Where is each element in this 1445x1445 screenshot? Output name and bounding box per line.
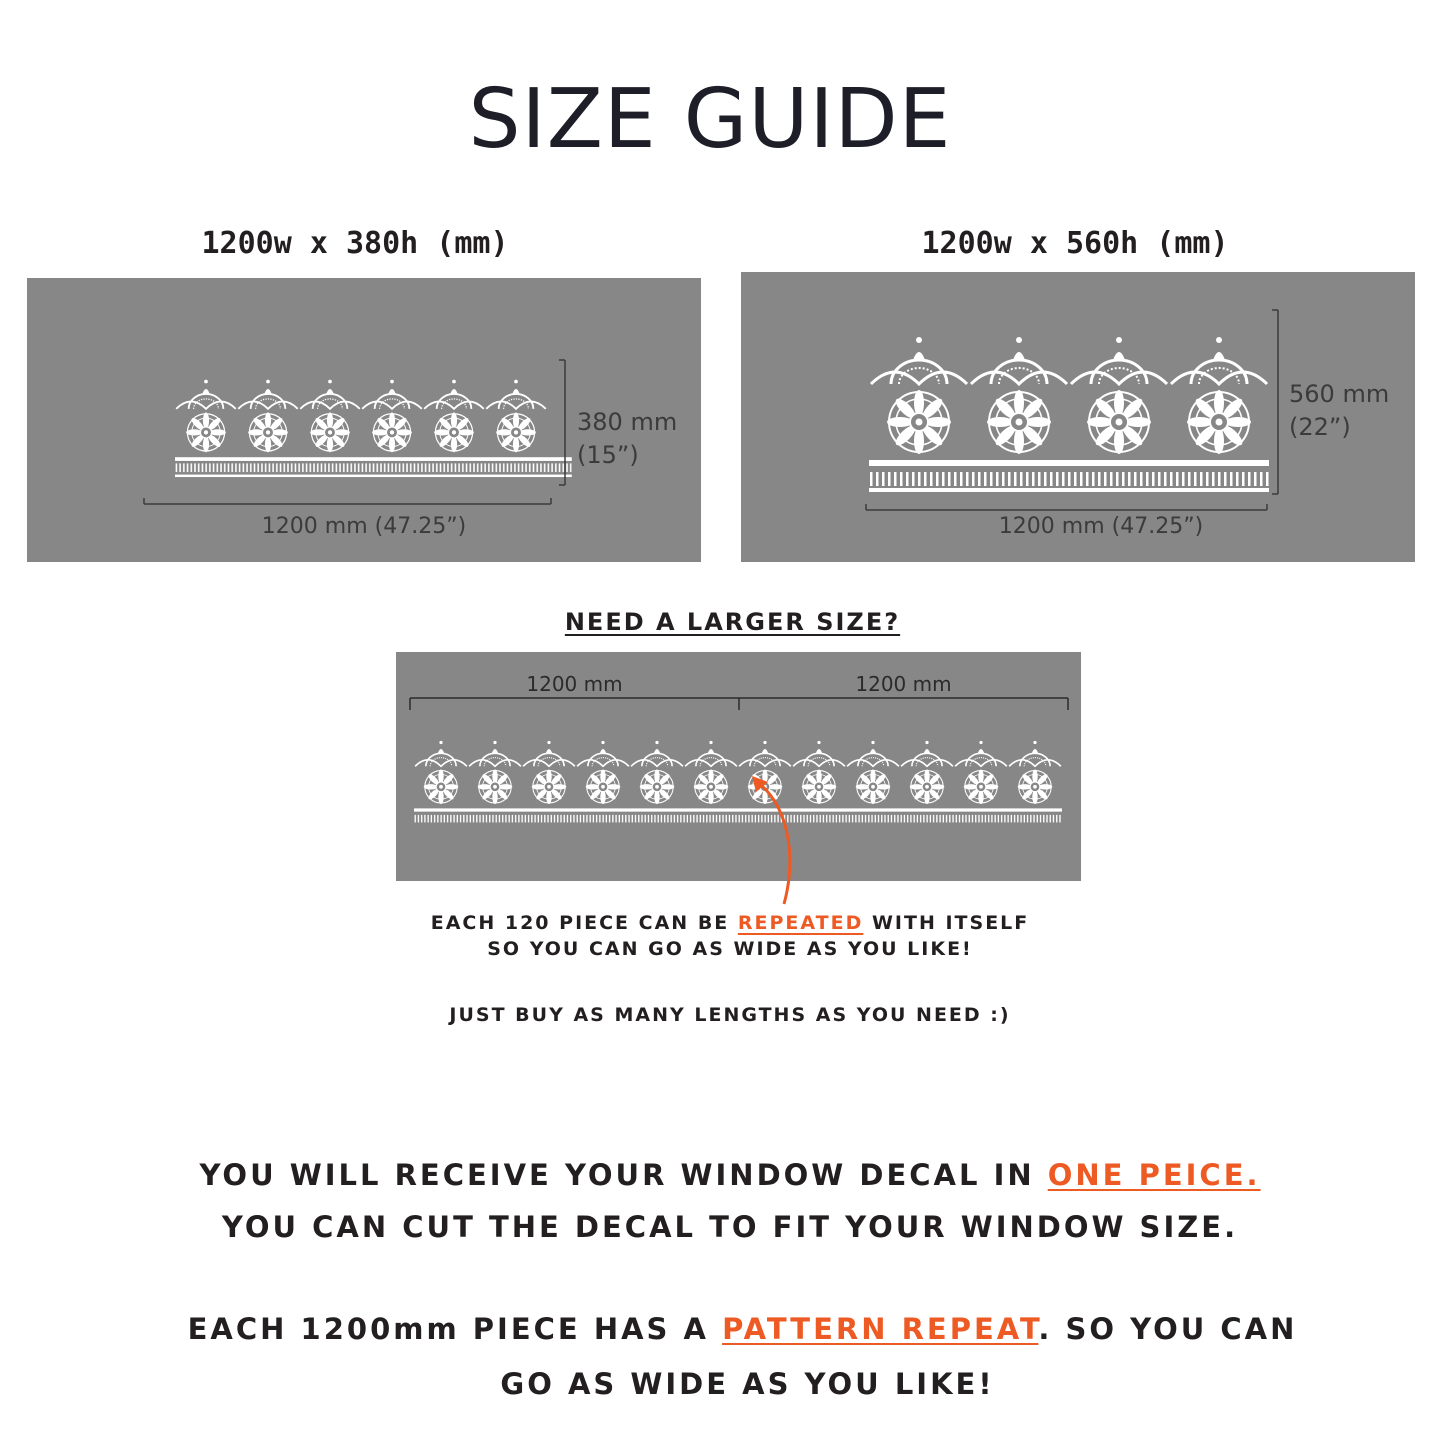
size-b-panel <box>741 272 1415 562</box>
size-a-height-mm: 380 mm <box>577 408 678 436</box>
curved-arrow-icon <box>740 770 810 910</box>
size-a-header: 1200w x 380h (mm) <box>201 226 509 261</box>
repeated-highlight: REPEATED <box>737 912 864 934</box>
repeat-right-width-label: 1200 mm <box>855 672 952 696</box>
repeat-note-line3: JUST BUY AS MANY LENGTHS AS YOU NEED :) <box>449 1004 1011 1026</box>
size-b-height-mm: 560 mm <box>1289 380 1390 408</box>
pattern-repeat-highlight: PATTERN REPEAT <box>722 1312 1039 1346</box>
repeat-panel <box>396 652 1081 881</box>
one-piece-highlight: ONE PEICE. <box>1047 1158 1261 1192</box>
footer-line1: YOU WILL RECEIVE YOUR WINDOW DECAL IN ONE PEICE. <box>199 1158 1261 1192</box>
size-a-width-label: 1200 mm (47.25”) <box>261 514 467 539</box>
size-a-panel <box>27 278 701 562</box>
size-b-width-label: 1200 mm (47.25”) <box>998 514 1204 539</box>
page-title: SIZE GUIDE <box>468 72 952 167</box>
repeat-note-line1: EACH 120 PIECE CAN BE REPEATED WITH ITSELF <box>430 912 1030 934</box>
footer-line3: EACH 1200mm PIECE HAS A PATTERN REPEAT. SO YOU CAN <box>187 1312 1298 1346</box>
footer-line2: YOU CAN CUT THE DECAL TO FIT YOUR WINDOW SIZE. <box>221 1210 1239 1244</box>
footer-line4: GO AS WIDE AS YOU LIKE! <box>500 1367 995 1401</box>
size-a-height-in: (15”) <box>577 441 639 469</box>
size-b-height-in: (22”) <box>1289 413 1351 441</box>
larger-size-heading: NEED A LARGER SIZE? <box>564 608 901 636</box>
size-b-header: 1200w x 560h (mm) <box>921 226 1229 261</box>
repeat-left-width-label: 1200 mm <box>526 672 623 696</box>
repeat-note-line2: SO YOU CAN GO AS WIDE AS YOU LIKE! <box>487 938 973 960</box>
